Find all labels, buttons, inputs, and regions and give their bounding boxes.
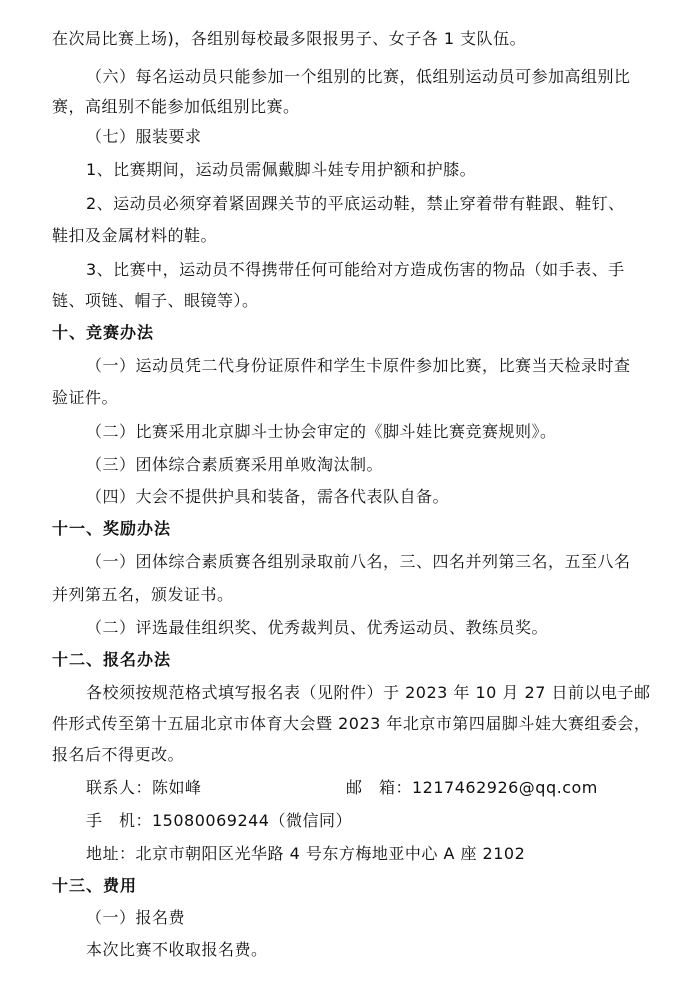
clothing-rule-1: 1、比赛期间，运动员需佩戴脚斗娃专用护额和护膝。 [86,160,477,179]
contact-phone: 手 机：15080069244（微信同） [86,811,352,830]
fees-item-1: （一）报名费 [86,908,186,927]
competition-item-1-continued: 验证件。 [52,388,119,407]
section-heading-awards: 十一、奖励办法 [52,519,172,538]
awards-item-2: （二）评选最佳组织奖、优秀裁判员、优秀运动员、教练员奖。 [86,618,549,637]
clothing-rule-2-continued: 鞋扣及金属材料的鞋。 [52,226,218,245]
competition-item-2: （二）比赛采用北京脚斗士协会审定的《脚斗娃比赛竞赛规则》。 [86,422,557,441]
rule-item-6-continued: 赛，高组别不能参加低组别比赛。 [52,97,300,116]
rule-item-6: （六）每名运动员只能参加一个组别的比赛，低组别运动员可参加高组别比 [86,67,631,86]
clothing-rule-2: 2、运动员必须穿着紧固踝关节的平底运动鞋，禁止穿着带有鞋跟、鞋钉、 [86,194,625,213]
fees-note: 本次比赛不收取报名费。 [86,940,268,959]
clothing-rule-3: 3、比赛中，运动员不得携带任何可能给对方造成伤害的物品（如手表、手 [86,260,625,279]
competition-item-1: （一）运动员凭二代身份证原件和学生卡原件参加比赛，比赛当天检录时查 [86,356,631,375]
registration-paragraph-continued: 件形式传至第十五届北京市体育大会暨 2023 年北京市第四届脚斗娃大赛组委会， [52,714,651,733]
section-heading-fees: 十三、费用 [52,876,138,895]
contact-person: 联系人：陈如峰 [86,778,202,797]
section-heading-competition: 十、竞赛办法 [52,323,155,342]
registration-paragraph: 各校须按规范格式填写报名表（见附件）于 2023 年 10 月 27 日前以电子邮 [86,683,651,702]
contact-address: 地址：北京市朝阳区光华路 4 号东方梅地亚中心 A 座 2102 [86,844,526,863]
paragraph-line: 在次局比赛上场)，各组别每校最多限报男子、女子各 1 支队伍。 [52,29,527,48]
contact-email: 邮 箱：1217462926@qq.com [346,778,598,797]
competition-item-4: （四）大会不提供护具和装备，需各代表队自备。 [86,487,450,506]
registration-paragraph-end: 报名后不得更改。 [52,745,185,764]
competition-item-3: （三）团体综合素质赛采用单败淘汰制。 [86,455,384,474]
section-heading-registration: 十二、报名办法 [52,650,172,669]
awards-item-1: （一）团体综合素质赛各组别录取前八名，三、四名并列第三名，五至八名 [86,552,631,571]
clothing-rule-3-continued: 链、项链、帽子、眼镜等）。 [52,291,259,310]
rule-item-7-title: （七）服装要求 [86,127,202,146]
awards-item-1-continued: 并列第五名，颁发证书。 [52,585,234,604]
